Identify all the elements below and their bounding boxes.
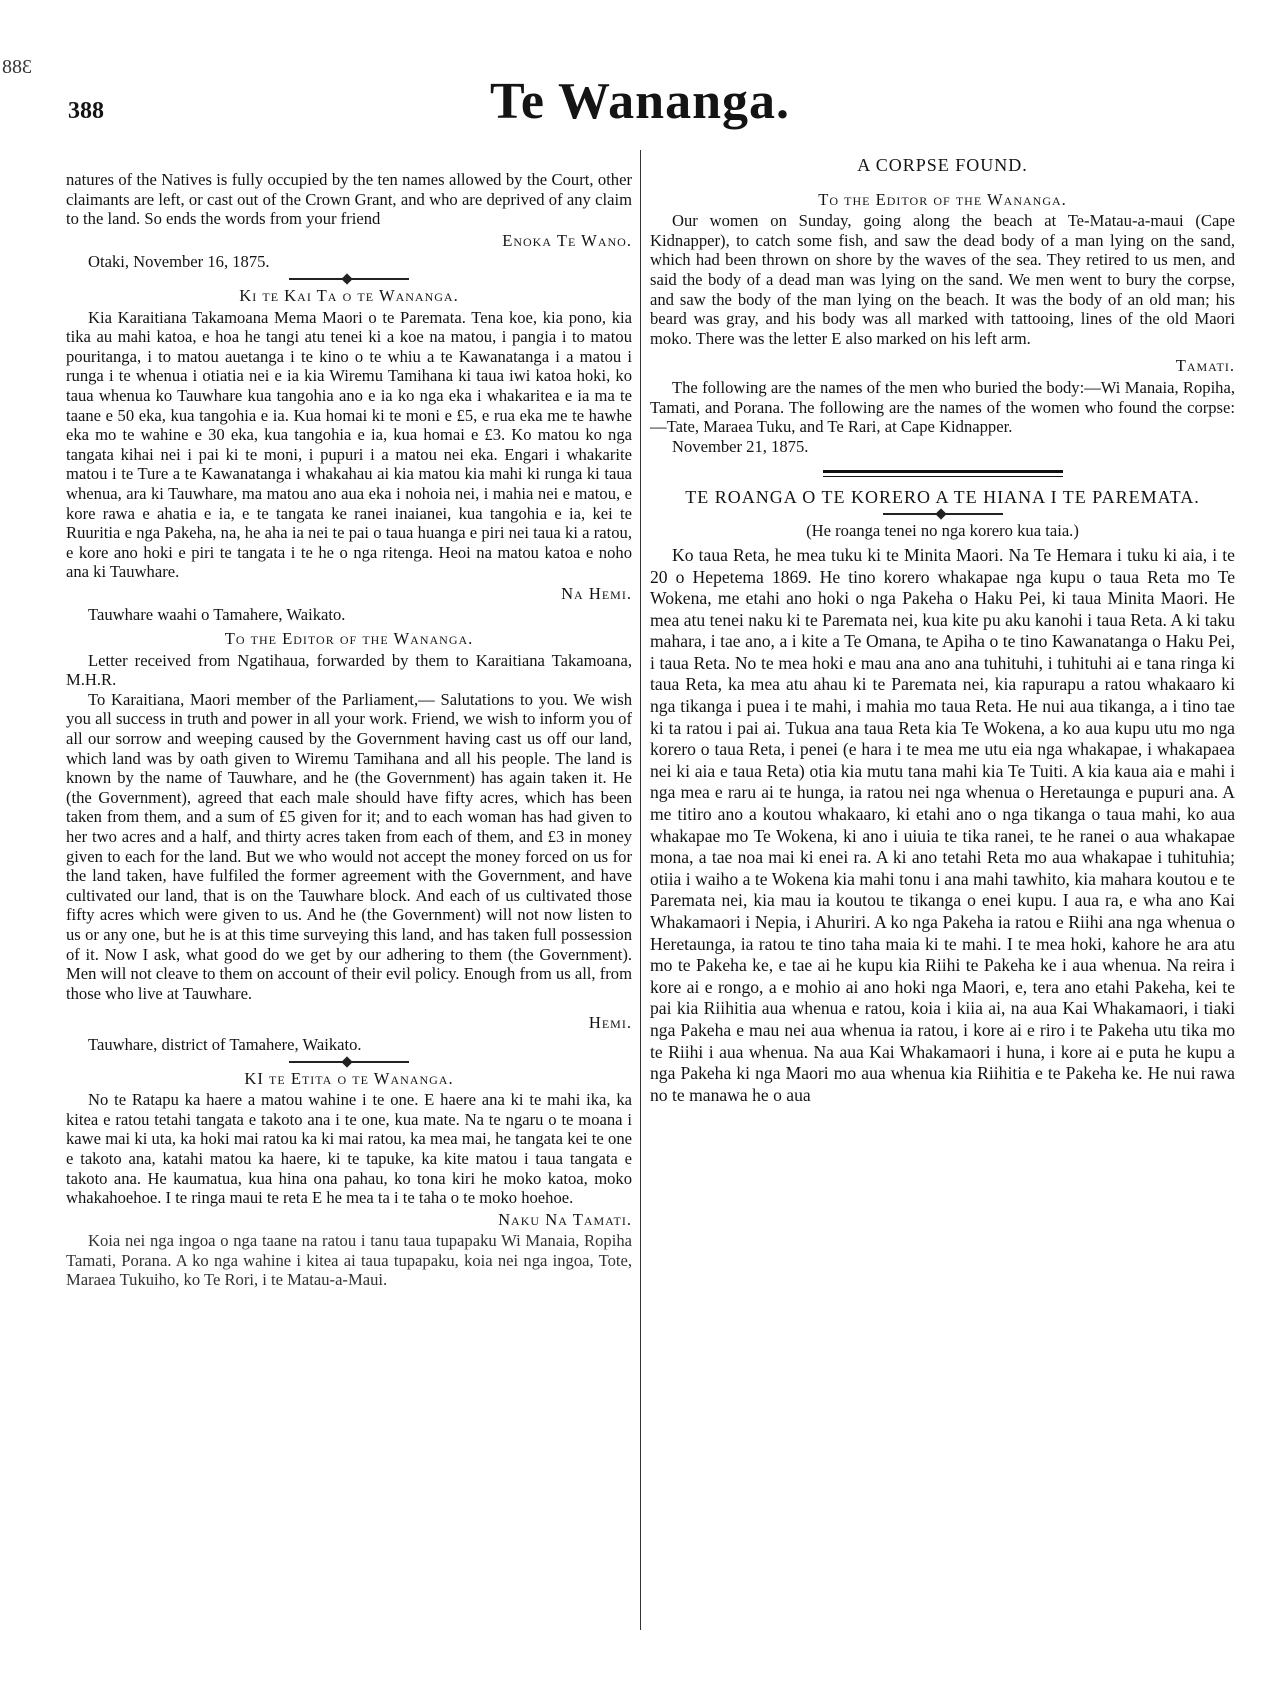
double-rule: [823, 470, 1063, 477]
corpse-found-subheading: To the Editor of the Wananga.: [818, 189, 1067, 209]
names-paragraph-maori: Koia nei nga ingoa o nga taane na ratou i tanu taua tupapaku Wi Manaia, Ropiha Tamati, Porana. A ko nga wahine i kitea ai taua tupapaku, koia nei nga ingoa, Tote, Maraea Tukuiho, ko Te Rori, i te Matau-a-Maui.: [66, 1231, 632, 1290]
signature-tamati-maori: Naku Na Tamati.: [498, 1209, 632, 1229]
corpse-found-body: Our women on Sunday, going along the beach at Te-Matau-a-maui (Cape Kidnapper), to catch some fish, and saw the dead body of a man lying on the sand, which had been thrown on shore by the waves of the sea. They retired to us men, and said the body of a dead man was lying on the sand. We men went to bury the corpse, and saw the body of the man lying on the beach. It was the body of an old man; his beard was gray, and his body was all marked with tattooing, lines of the old Maori moko. There was the letter E also marked on his left arm.: [650, 211, 1235, 348]
dateline-otaki: Otaki, November 16, 1875.: [88, 252, 270, 272]
signature-tamati: Tamati.: [1175, 356, 1235, 376]
section-rule: [883, 513, 1003, 515]
newspaper-title: Te Wananga.: [489, 73, 791, 130]
corpse-body-maori: No te Ratapu ka haere a matou wahine i te one. E haere ana ki te mahi ika, ka kitea e ratou tetahi tangata e takoto ana i te one, kua mate. Na te ngaru o te moana i kawe mai ki uta, ka hoki mai ratou ka ki mai ratou, ka mea mai, he tangata kei te one e takoto ana, katahi matou ka haere, ki te tapuke, ka kite matou i taua tangata e takoto ana. He kaumatua, kua hina ona pahau, ko tona kiri he moko katoa, moko whakahoehoe. I te ringa maui te reta E he mea ta i te taha o te moko hoehoe.: [66, 1090, 632, 1208]
letter-body-maori: Kia Karaitiana Takamoana Mema Maori o te Paremata. Tena koe, kia pono, kia tika au mahi katoa, e hoa he tangi atu tenei ki a koe na matou, i pangia i to matou pouritanga, i to matou auetanga i te kino o te whiu a te Kawanatanga i a matou i runga i te whenua i otiatia nei e ia kia Wiremu Tamihana ki taua iwi katoa hoki, ko taua whenua ko Tauwhare kua tangohia ano e ia ko nga eka i whakaritea e ia ma te taane e 50 eka, kua tangohia e ia. Kua homai ki te moni e £5, e rua eka me te hawhe eka mo te wahine e 30 eka, kua tangohia e ia, kua homai e £3. Ko matou ko nga tangata kihai nei i pai ki te moni, i pupuri i a matou nei eka. Engari i whakarite matou i te Ture a te Kawanatanga i whakahau ai kia matou kia mahi ki runga ki taua whenua, ara ki Tauwhare, ma matou ano aua eka i nohoia nei, i mahia nei e matou, e kore rawa e ahatia e ia, e te tangata ke ranei inaianei, kua tangohia e ia, kei te Ruuritia e nga Pakeha, na, he aha ia nei te pai o taua huanga e piri nei taua ki a ratou, e kore ano hoki e piri te tangata i te he o nga ritenga. Heoi na matou katoa e noho ana ki Tauwhare.: [66, 307, 632, 582]
corpse-found-heading: A CORPSE FOUND.: [857, 155, 1028, 175]
dateline-tauwhare-maori: Tauwhare waahi o Tamahere, Waikato.: [88, 605, 346, 625]
page-number: 388: [68, 98, 104, 124]
roanga-body: Ko taua Reta, he mea tuku ki te Minita Maori. Na Te Hemara i tuku ki aia, i te 20 o Hepetema 1869. He tino korero whakapae nga kupu o taua Reta mo Te Wokena, me etahi ano hoki o nga Pakeha o Haku Pei, ki taua Minita Maori. He mea atu tenei naku ki te Paremata nei, kua kite pu aku kanohi i taua Reta. A ki taku mahara, i tae ano, a i kite a Te Omana, te Apiha o te tino Kawanatanga o Haku Pei, i taua Reta. No te mea hoki e mau ana ano ana tuhituhi, i tuhituhi ai e tana ringa ki taua Reta, ka mea atu ahau ki te Paremata nei, kia rapurapu a ratou whakaaro ki nga tikanga i puea i te mahi, i mahia mo taua Reta. He nui aua tikanga, a i tino tae ki ta ratou i pai ai. Tukua ana taua Reta kia Te Wokena, a ko aua kupu utu mo nga korero o taua Reta, i penei (e hara i te mea me utu eia nga whakapae, i whakapaea nei ki aia e taua Reta) otia kia mutu tana mahi kia Te Tuiti. A kia kaua aia e mahi i nga mea e raru ai te hunga, ia ratou nei nga whenua o Heretaunga e pupuri ana. A me titiro ano a koutou whakaaro, ki etahi ano o nga tikanga o taua mahi, ko aua whakapae mo Te Wokena, ki ano i uiuia te tika ranei, te he ranei o aua whakapae mona, a tae noa mai ki enei ra. A ki ano tetahi Reta mo aua whakapae i tuhituhia; otiia i waiho a te Wokena kia mahi tonu i ana mahi tawhito, kia mahara koutou e te Paremata nei, kia mau ia koutou te tikanga o enei kupu. I aua ra, e wha ano Kai Whakamaori i Nepia, i Ahuriri. A ko nga Pakeha ia ratou e Riihi ana nga whenua o Heretaunga, ia ratou te tino taha maia ki te mahi. I te mea hoki, kahore he ara atu mo te Pakeha ke, e tae ai he kupu kia Riihi te Pakeha ke i aua whenua. Na reira i kore ai e rongo, a e mohio ai ano hoki nga Maori, e, tera ano etahi Pakeha, kei te pai kia Riihitia aua whenua e ratou, koia i kiia ai, na aua Kai Whakamaori, i tiaki nga Pakeha e mau nei aua whenua ia ratou, i kore ai e riro i te Pakeha utu tika mo te Riihi i aua whenua. Na aua Kai Whakamaori i huna, i kore ai e puta he kupu a nga Pakeha ki nga Maori mo aua whenua kia Riihitia e te Pakeha ke. He nui rawa no te manawa he o aua: [650, 544, 1235, 1105]
roanga-subheading: (He roanga tenei no nga korero kua taia.): [806, 521, 1079, 541]
section-rule: [289, 278, 409, 280]
continuation-paragraph: natures of the Natives is fully occupied by the ten names allowed by the Court, other claimants are left, or cast out of the Crown Grant, and who are deprived of any claim to the land. So ends the words from your friend: [66, 170, 632, 229]
right-column: [650, 150, 1235, 1106]
section-rule: [289, 1061, 409, 1063]
signature-enoka: Enoka Te Wano.: [502, 230, 632, 250]
column-divider: [640, 150, 641, 1630]
left-column: [66, 170, 632, 1290]
roanga-heading: TE ROANGA O TE KORERO A TE HIANA I TE PAREMATA.: [685, 487, 1200, 508]
signature-hemi-english: Hemi.: [588, 1013, 632, 1033]
corpse-heading-maori: KI te Etita o te Wananga.: [244, 1068, 454, 1088]
letter-heading-english: To the Editor of the Wananga.: [224, 629, 474, 649]
letter-heading-maori: Ki te Kai Ta o te Wananga.: [239, 285, 459, 305]
signature-hemi-maori: Na Hemi.: [561, 583, 632, 603]
letter-intro-english: Letter received from Ngatihaua, forwarded by them to Karaitiana Takamoana, M.H.R.: [66, 650, 632, 690]
corpse-found-date: November 21, 1875.: [672, 436, 809, 456]
letter-body-english: To Karaitiana, Maori member of the Parliament,— Salutations to you. We wish you all success in truth and power in all your work. Friend, we wish to inform you of all our sorrow and weeping caused by the Government having cast us off our land, which land was by oath given to Wiremu Tamihana and all his people. The land is known by the name of Tauwhare, and he (the Government) has again taken it. He (the Government), agreed that each male should have fifty acres, which has been taken from them, and a sum of £5 given for it; and to each woman has had given to her two acres and a half, and thirty acres taken from each of them, and £3 in money given to each for the land. But we who would not accept the money forced on us for the land taken, have fulfiled the former agreement with the Government, and have cultivated our land, that is on the Tauwhare block. And each of us cultivated those fifty acres which were given to us. And he (the Government) will not now listen to us or any one, but he is at this time surveying this land, and has taken full possession of it. Now I ask, what good do we get by our adhering to them (the Government). Men will not cleave to them on account of their evil policy. Enough from us all, from those who live at Tauwhare.: [66, 689, 632, 1003]
names-paragraph: The following are the names of the men who buried the body:—Wi Manaia, Ropiha, Tamati, and Porana. The following are the names of the women who found the corpse:—Tate, Maraea Tuku, and Te Rari, at Cape Kidnapper.: [650, 377, 1235, 437]
dateline-tauwhare-english: Tauwhare, district of Tamahere, Waikato.: [88, 1034, 362, 1054]
margin-mark: 388: [2, 56, 32, 78]
